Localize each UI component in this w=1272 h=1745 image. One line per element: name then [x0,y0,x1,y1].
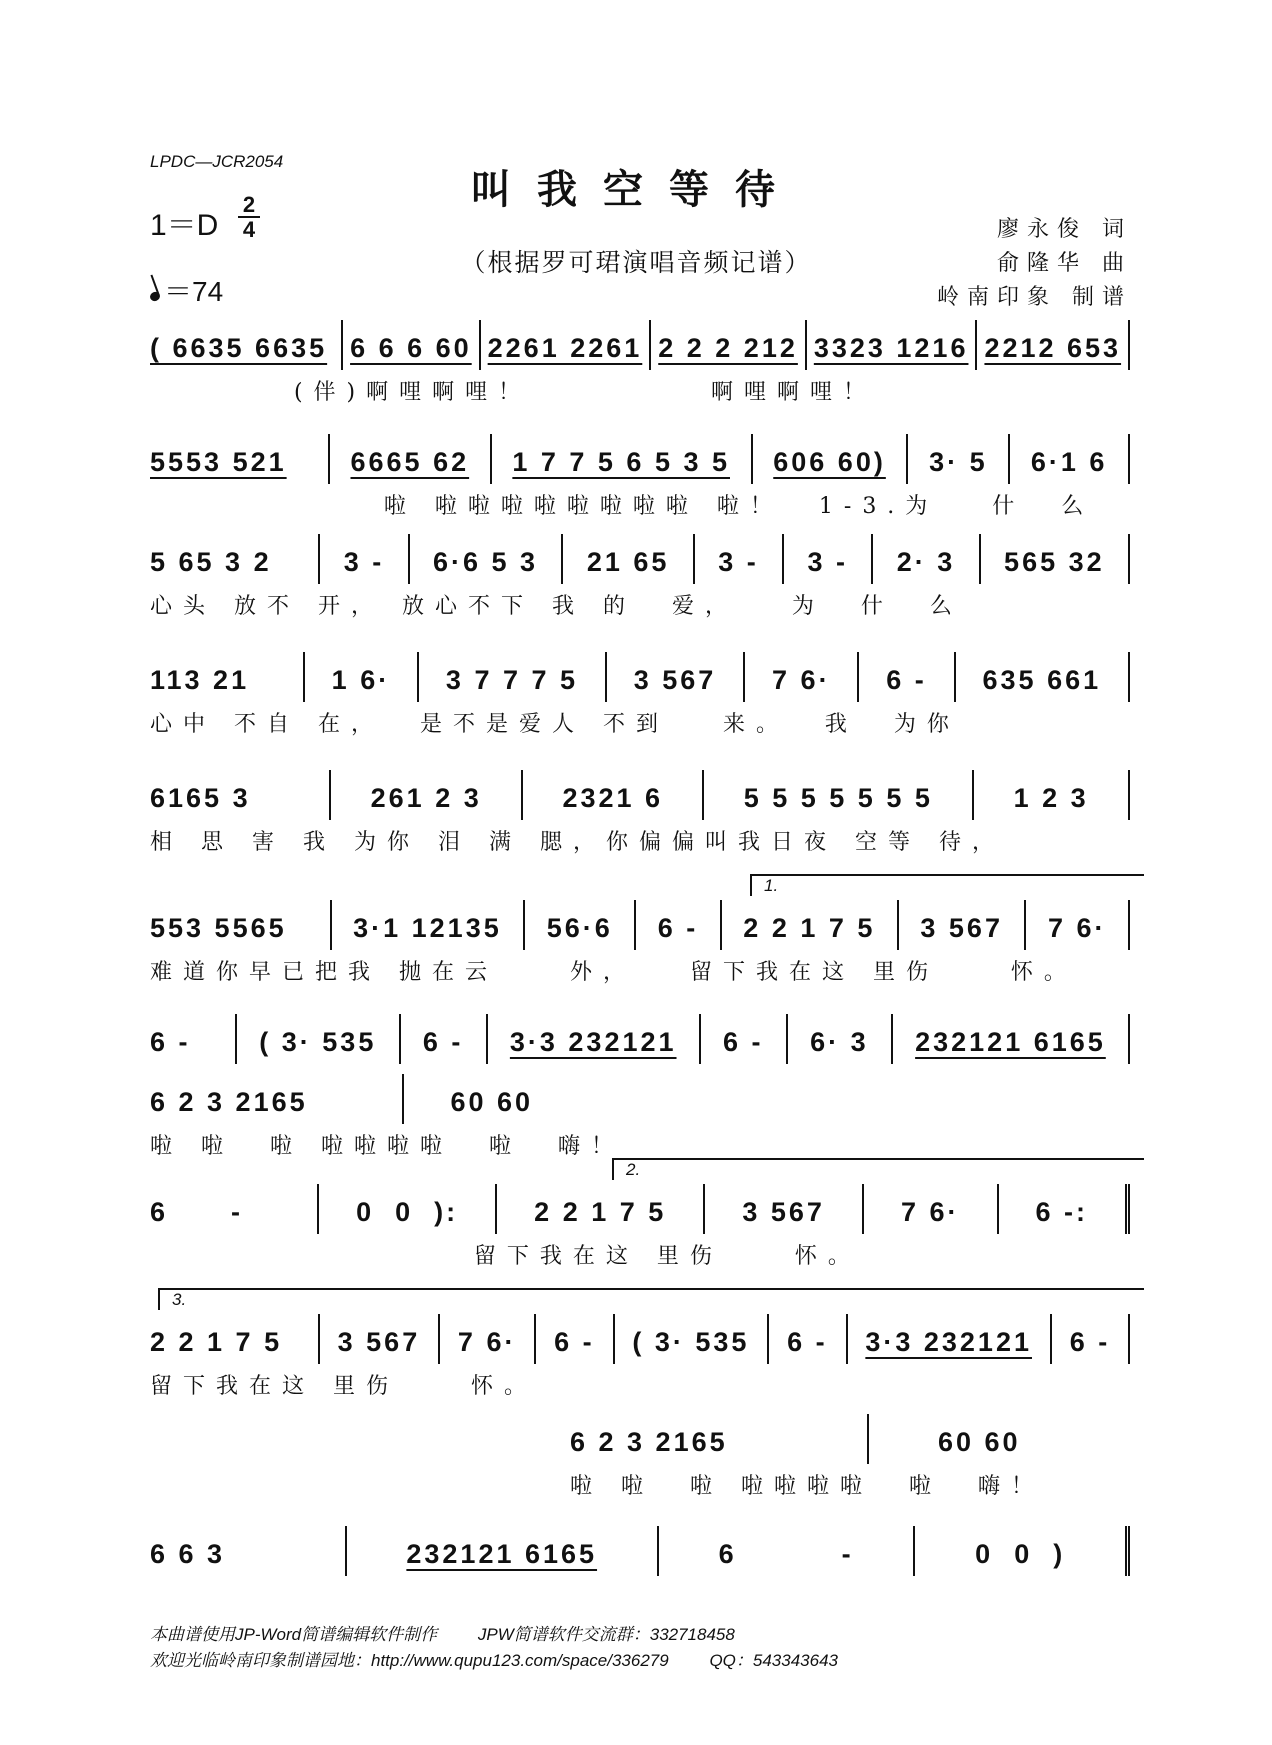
measure: 6 - [701,1014,788,1064]
measure: 1 7 7 5 6 5 3 5 [492,434,753,484]
notes-line [150,1182,1130,1234]
measure: 1 6· [305,652,419,702]
measure: 2321 6 [523,770,704,820]
measure: 6 - [150,1014,237,1064]
lyric-line: 啦 啦啦啦啦啦啦啦啦 啦！ 1-3.为 什 么 [150,493,1095,519]
measure: 6 6 3 [150,1526,347,1576]
measure: 60 60 [937,1427,1021,1457]
measure: 56·6 [525,900,636,950]
volta-3-bracket: 3. [158,1288,1144,1310]
footer-line-2 [150,1646,874,1671]
measure: 0 0 ) [915,1526,1130,1576]
page-title: 叫我空等待 [471,166,801,213]
measure: 635 661 [956,652,1130,702]
measure: 3·3 232121 [488,1014,701,1064]
measure: 232121 6165 [893,1014,1130,1064]
quarter-note-icon [149,291,161,303]
measure: 3·3 232121 [848,1314,1052,1364]
score-system-4 [150,650,1130,742]
lyric-line: 啦 啦 啦 啦啦啦啦 啦 嗨！ [570,1473,1044,1499]
time-signature-bottom: 4 [242,217,256,242]
score-system-11 [570,1412,1090,1504]
score-system-8 [150,1072,624,1164]
tempo-value: ＝74 [164,276,224,307]
measure: 6665 62 [330,434,492,484]
notes-line [150,432,1130,484]
score-system-7 [150,1012,1130,1064]
notes-line [150,898,1130,950]
measure: 5 65 3 2 [150,534,320,584]
lyric-line: 心头 放不 开， 放心不下 我 的 爱， 为 什 么 [150,593,963,619]
measure: 606 60) [753,434,909,484]
lyric-line: (伴)啊哩啊哩！ 啊哩啊哩！ [150,379,877,405]
measure: 3323 1216 [807,320,978,370]
footer-qq: QQ：543343643 [709,1651,838,1670]
measure: ( 3· 535 [615,1314,770,1364]
notes-line [570,1412,1090,1464]
score-system-2 [150,432,1130,524]
measure: 3 - [320,534,409,584]
lyric-line: 相 思 害 我 为你 泪 满 腮，你偏偏叫我日夜 空等 待， [150,829,1005,855]
score-system-6 [150,898,1130,990]
measure: 2212 653 [977,320,1130,370]
measure: 21 65 [563,534,694,584]
measure: 6 - [536,1314,614,1364]
footer-group-note: JPW简谱软件交流群：332718458 [477,1625,735,1644]
subtitle: （根据罗可珺演唱音频记谱） [460,248,812,277]
notes-line [150,1072,580,1124]
measure: 7 6· [440,1314,536,1364]
volta-2-bracket: 2. [612,1158,1144,1180]
measure: 6 - [659,1526,916,1576]
measure: 6 2 3 2165 [570,1414,869,1464]
notes-line [150,768,1130,820]
score-system-9 [150,1182,1130,1274]
footer-line-1 [150,1620,771,1645]
notes-line [150,532,1130,584]
measure: 232121 6165 [347,1526,659,1576]
score-code: LPDC—JCR2054 [150,152,284,171]
measure: 6·6 5 3 [410,534,564,584]
measure: 2 2 1 7 5 [497,1184,705,1234]
score-system-3 [150,532,1130,624]
lyric-line: 心中 不自 在， 是不是爱人 不到 来。 我 为你 [150,711,960,737]
measure: 113 21 [150,652,305,702]
score-system-10 [150,1312,1130,1404]
lyric-line: 留下我在这 里伤 怀。 [150,1373,537,1399]
measure: 5553 521 [150,434,330,484]
score-system-12 [150,1524,1130,1576]
measure: 261 2 3 [331,770,523,820]
volta-1-bracket: 1. [750,874,1144,896]
lyricist-credit: 廖永俊 词 [997,217,1132,242]
tempo-marking [150,270,223,310]
lyric-line: 啦 啦 啦 啦啦啦啦 啦 嗨！ [150,1133,624,1159]
measure: 6 - [769,1314,847,1364]
measure: 3 - [784,534,873,584]
measure: 6 - [636,900,722,950]
measure: 553 5565 [150,900,332,950]
measure: 3 7 7 7 5 [419,652,607,702]
measure: 565 32 [981,534,1130,584]
notes-line [150,1312,1130,1364]
measure: 3 567 [607,652,745,702]
measure: 3· 5 [908,434,1010,484]
measure: 3 567 [899,900,1027,950]
footer-website-link[interactable]: 欢迎光临岭南印象制谱园地：http://www.qupu123.com/space/336279 [150,1651,669,1670]
notes-line [150,1524,1130,1576]
measure: 6 -: [999,1184,1131,1234]
footer-software-note: 本曲谱使用JP-Word简谱编辑软件制作 [150,1625,438,1644]
measure: 2 2 2 212 [651,320,807,370]
measure: ( 6635 6635 [150,320,343,370]
notes-line [150,1012,1130,1064]
measure: 6 - [859,652,955,702]
arranger-credit: 岭南印象 制谱 [937,285,1132,310]
measure: 2· 3 [873,534,980,584]
measure: 3 - [695,534,784,584]
measure: 1 2 3 [974,770,1130,820]
measure: 2 2 1 7 5 [722,900,899,950]
measure: 6 - [1052,1314,1130,1364]
time-signature [238,194,260,240]
measure: 0 0 ): [319,1184,497,1234]
measure: 7 6· [1026,900,1130,950]
measure: 3·1 12135 [332,900,526,950]
measure: 5 5 5 5 5 5 5 [704,770,974,820]
composer-credit: 俞隆华 曲 [997,251,1132,276]
measure: 3 567 [320,1314,440,1364]
measure: 7 6· [745,652,859,702]
measure: 2 2 1 7 5 [150,1314,320,1364]
measure: 2261 2261 [481,320,652,370]
measure: 6·1 6 [1010,434,1130,484]
lyric-line: 难道你早已把我 抛在云 外， 留下我在这 里伤 怀。 [150,959,1077,985]
score-system-5 [150,768,1130,860]
score-system-1 [150,318,1130,410]
measure: 6· 3 [788,1014,893,1064]
measure: 6 6 6 60 [343,320,481,370]
measure: 7 6· [864,1184,999,1234]
time-signature-top: 2 [242,192,256,217]
lyric-line: 留下我在这 里伤 怀。 [150,1243,861,1269]
measure: 6 2 3 2165 [150,1074,404,1124]
measure: 60 60 [450,1087,534,1117]
measure: 6165 3 [150,770,331,820]
notes-line [150,650,1130,702]
measure: 3 567 [705,1184,864,1234]
notes-line [150,318,1130,370]
measure: ( 3· 535 [237,1014,401,1064]
measure: 6 - [150,1184,319,1234]
key-signature: 1＝D [150,209,219,242]
measure: 6 - [401,1014,488,1064]
